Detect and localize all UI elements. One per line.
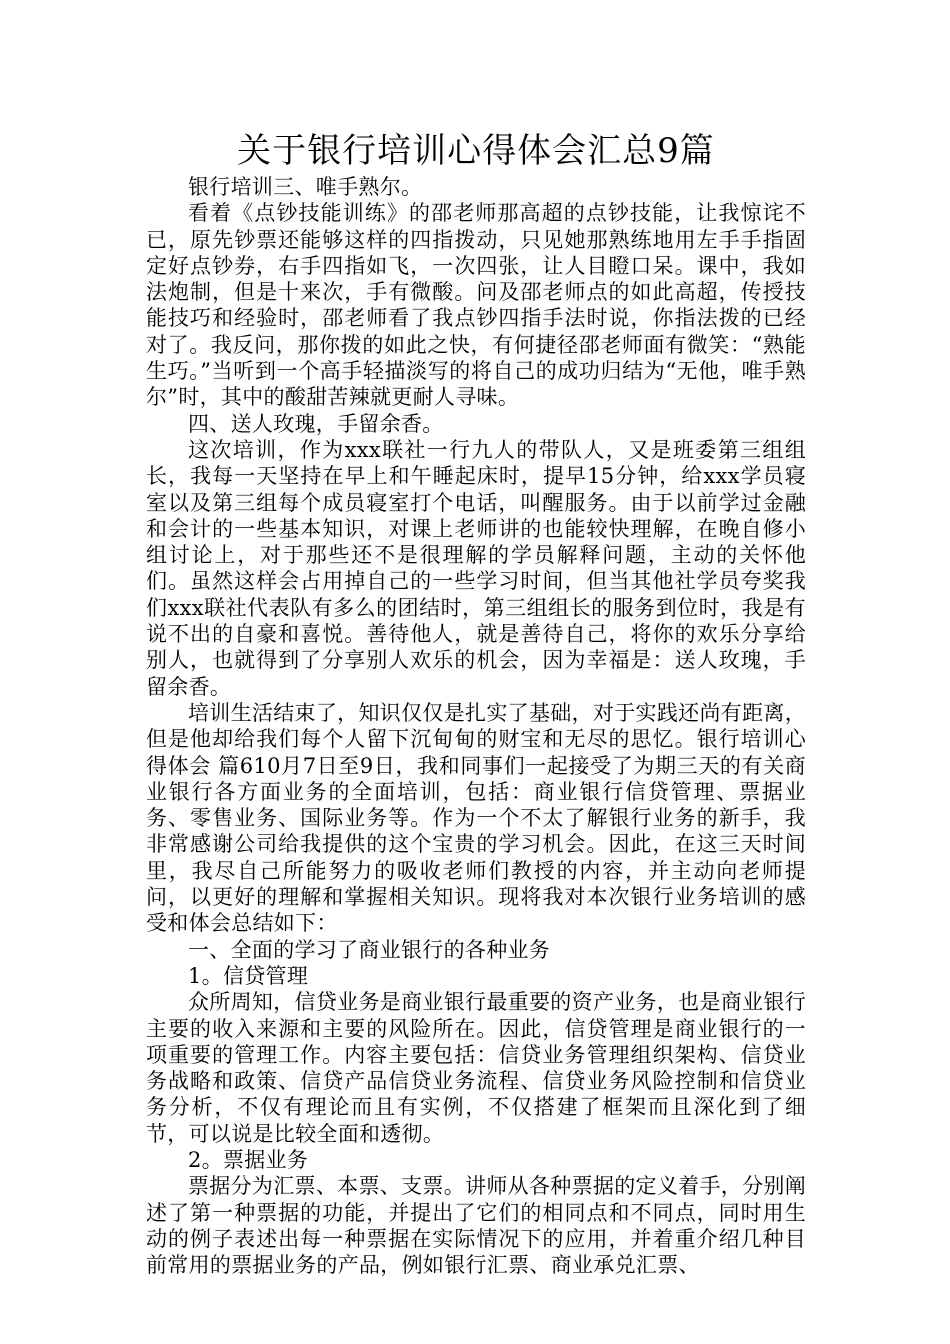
- subsection-heading: 1。信贷管理: [188, 963, 309, 988]
- document-page: [146, 128, 806, 1278]
- subsection-heading: 2。票据业务: [188, 1147, 309, 1172]
- section-heading: 四、送人玫瑰，手留余香。: [188, 411, 444, 436]
- paragraph: 看着《点钞技能训练》的邵老师那高超的点钞技能，让我惊诧不已，原先钞票还能够这样的四指拨动，只见她那熟练地用左手手指固定好点钞券，右手四指如飞，一次四张，让人目瞪口呆。课中，我如法炮制，但是十来次，手有微酸。问及邵老师点的如此高超，传授技能技巧和经验时，邵老师看了我点钞四指手法时说，你指法拨的已经对了。我反问，那你拨的如此之快，有何捷径邵老师面有微笑：“熟能生巧。”当听到一个高手轻描淡写的将自己的成功归结为“无他，唯手熟尔”时，其中的酸甜苦辣就更耐人寻味。: [146, 201, 806, 410]
- document-body: [146, 174, 806, 1278]
- paragraph: 众所周知，信贷业务是商业银行最重要的资产业务，也是商业银行主要的收入来源和主要的风险所在。因此，信贷管理是商业银行的一项重要的管理工作。内容主要包括：信贷业务管理组织架构、信贷业务战略和政策、信贷产品信贷业务流程、信贷业务风险控制和信贷业务分析，不仅有理论而且有实例，不仅搭建了框架而且深化到了细节，可以说是比较全面和透彻。: [146, 990, 806, 1146]
- paragraph: 银行培训三、唯手熟尔。: [188, 175, 423, 199]
- paragraph: 培训生活结束了，知识仅仅是扎实了基础，对于实践还尚有距离，但是他却给我们每个人留下沉甸甸的财宝和无尽的思忆。银行培训心得体会 篇610月7日至9日，我和同事们一起接受了为期三天的有关商业银行各方面业务的全面培训，包括：商业银行信贷管理、票据业务、零售业务、国际业务等。作为一个不太了解银行业务的新手，我非常感谢公司给我提供的这个宝贵的学习机会。因此，在这三天时间里，我尽自己所能努力的吸收老师们教授的内容，并主动向老师提问，以更好的理解和掌握相关知识。现将我对本次银行业务培训的感受和体会总结如下：: [146, 700, 806, 936]
- section-heading: 一、全面的学习了商业银行的各种业务: [188, 937, 551, 962]
- document-title: 关于银行培训心得体会汇总9篇: [237, 131, 715, 171]
- paragraph: 票据分为汇票、本票、支票。讲师从各种票据的定义着手，分别阐述了第一种票据的功能，并提出了它们的相同点和不同点，同时用生动的例子表述出每一种票据在实际情况下的应用，并着重介绍几种目前常用的票据业务的产品，例如银行汇票、商业承兑汇票、: [146, 1174, 806, 1278]
- paragraph: 这次培训，作为xxx联社一行九人的带队人，又是班委第三组组长，我每一天坚持在早上和午睡起床时，提早15分钟，给xxx学员寝室以及第三组每个成员寝室打个电话，叫醒服务。由于以前学过金融和会计的一些基本知识，对课上老师讲的也能较快理解，在晚自修小组讨论上，对于那些还不是很理解的学员解释问题，主动的关怀他们。虽然这样会占用掉自己的一些学习时间，但当其他社学员夸奖我们xxx联社代表队有多么的团结时，第三组组长的服务到位时，我是有说不出的自豪和喜悦。善待他人，就是善待自己，将你的欢乐分享给别人，也就得到了分享别人欢乐的机会，因为幸福是：送人玫瑰，手留余香。: [146, 437, 806, 699]
